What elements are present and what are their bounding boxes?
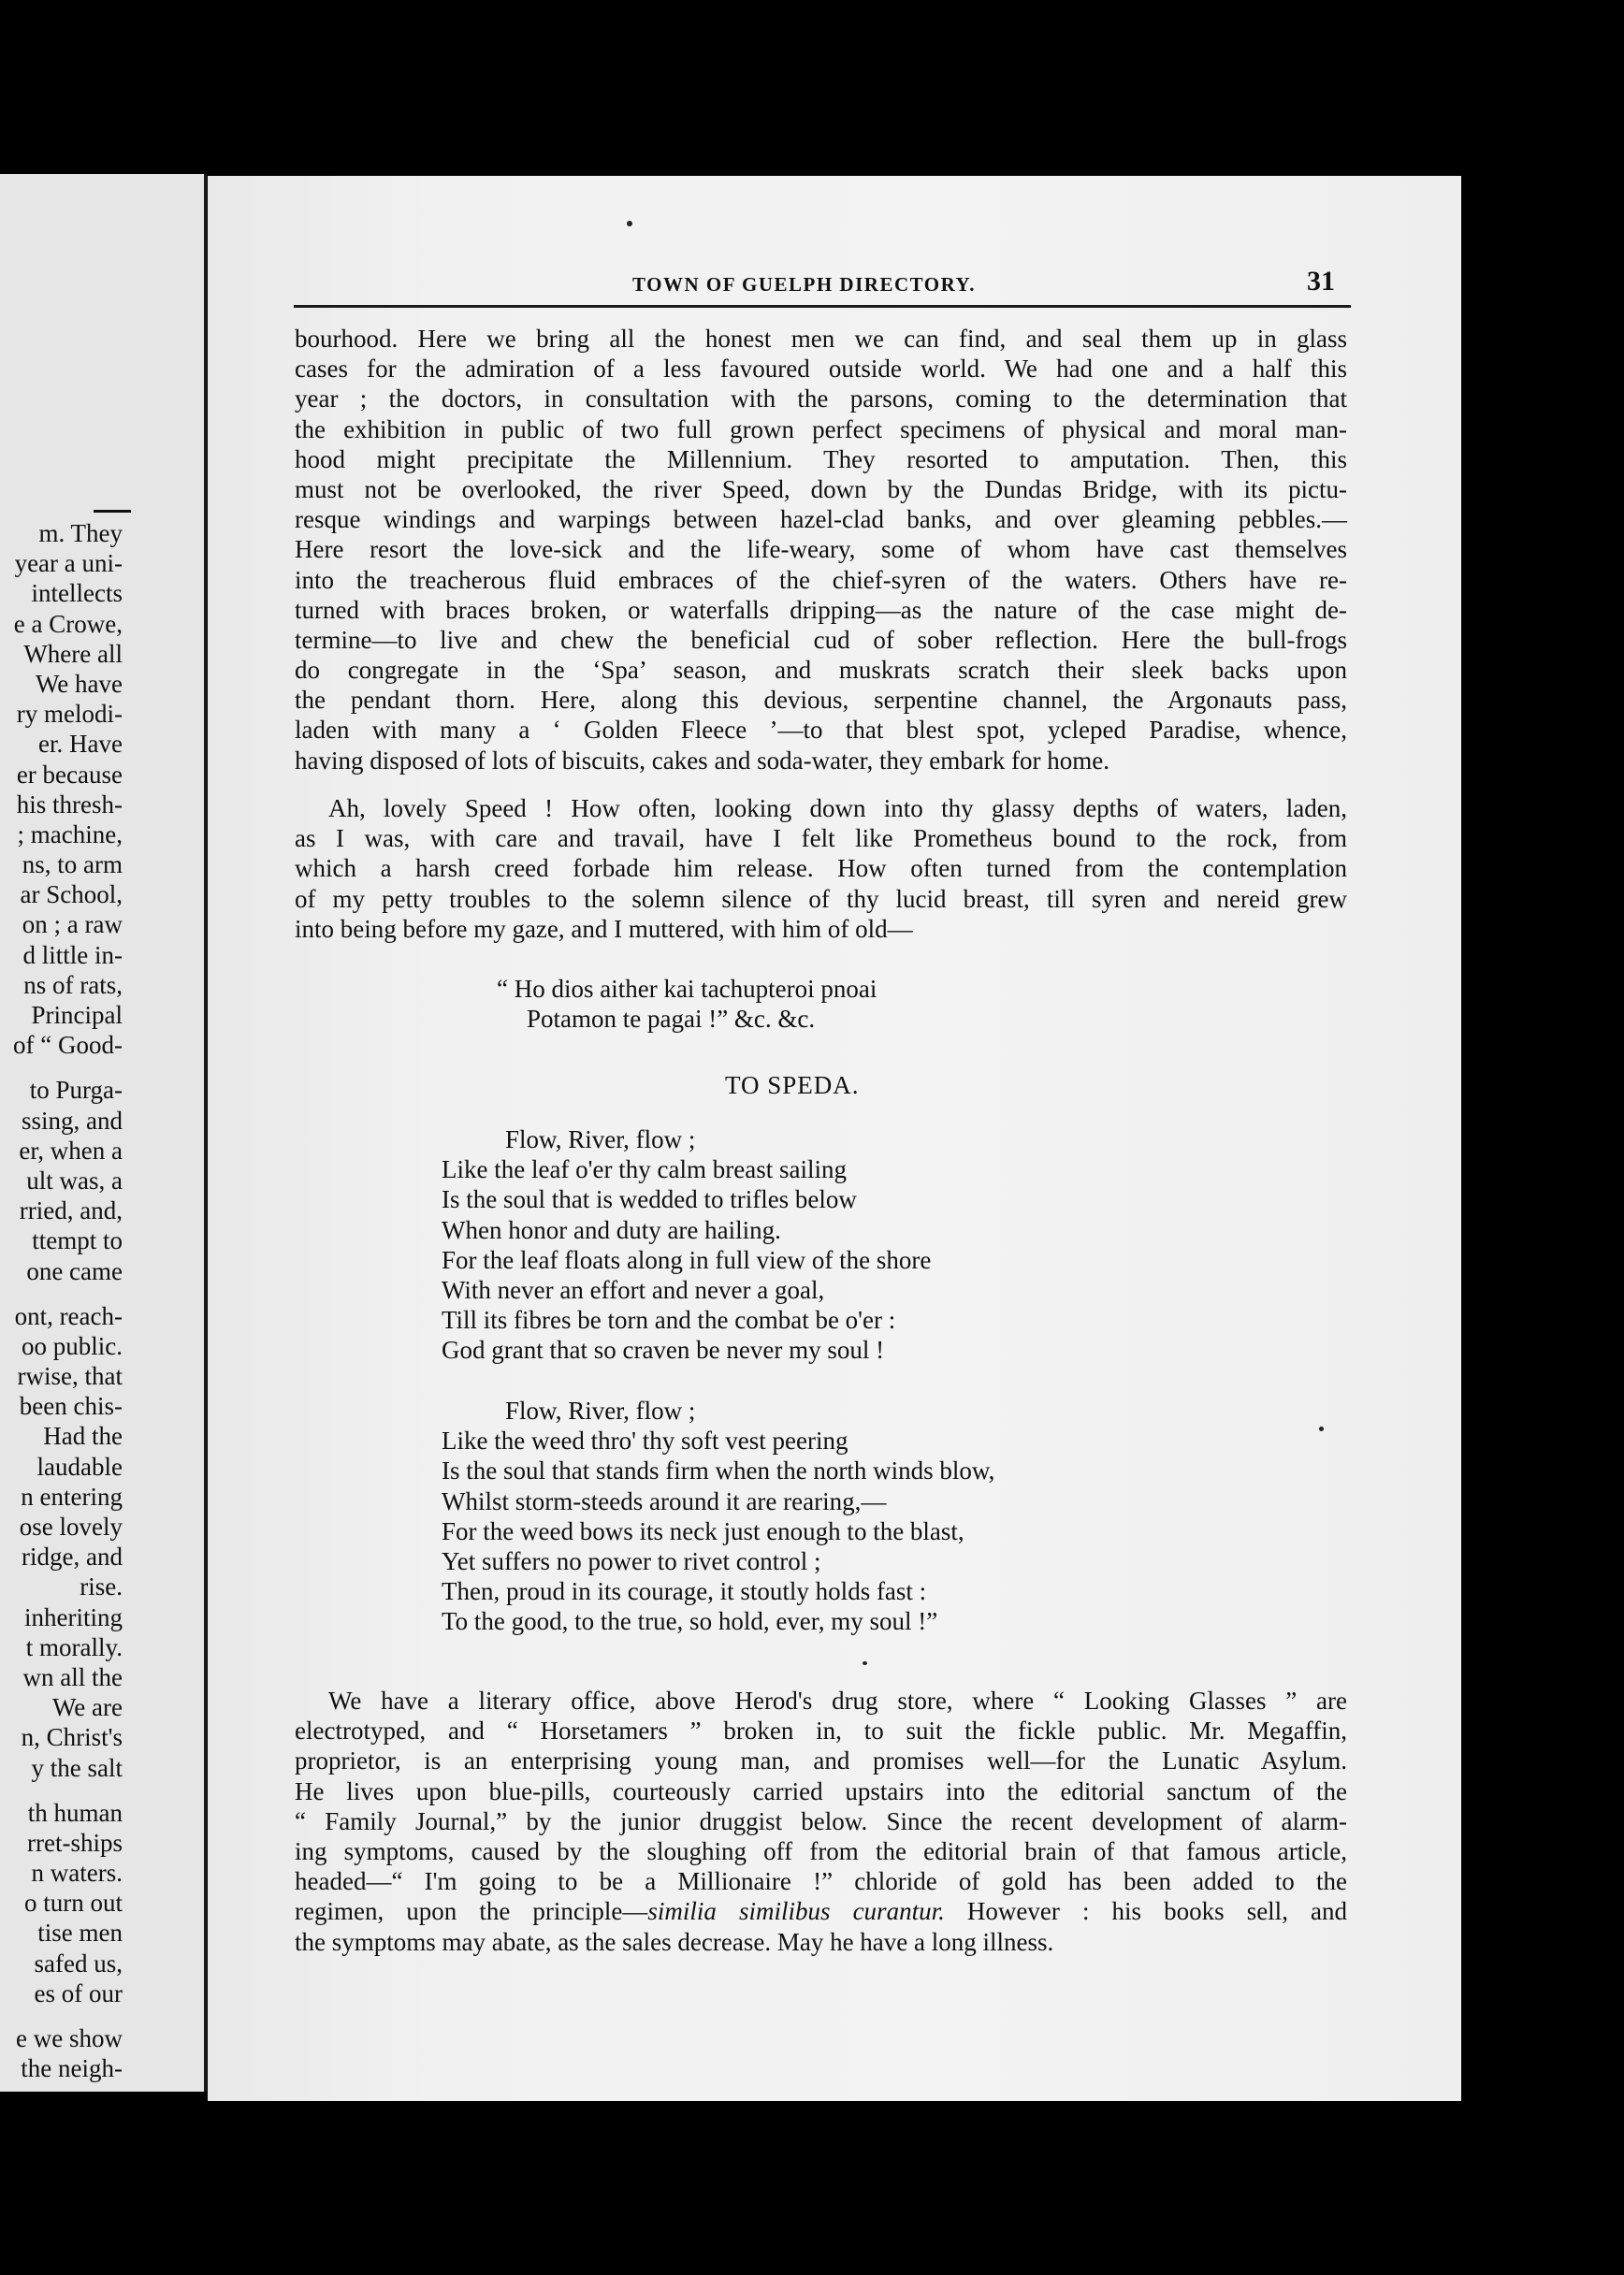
paragraph-lovely-speed <box>295 793 1347 944</box>
paragraph-speed-river <box>295 324 1347 775</box>
poem-line: Like the leaf o'er thy calm breast sailing <box>442 1155 847 1184</box>
previous-page-line: e we show <box>16 2024 123 2052</box>
poem-line: Whilst storm-steeds around it are rearing,— <box>442 1486 887 1515</box>
poem-title: TO SPEDA. <box>725 1071 860 1099</box>
previous-page-line: the neigh- <box>21 2054 123 2083</box>
previous-page-line: inheriting <box>24 1602 123 1631</box>
previous-page-line: ar School, <box>20 880 123 909</box>
previous-page-line: been chis- <box>19 1392 123 1421</box>
poem-line: Yet suffers no power to rivet control ; <box>442 1547 821 1576</box>
previous-page-line: e a Crowe, <box>13 609 123 638</box>
paragraph-line: bourhood. Here we bring all the honest men we can find, and seal them up in glass <box>295 325 1347 353</box>
paragraph-line: termine—to live and chew the beneficial cud of sober reflection. Here the bull-frogs <box>295 625 1347 654</box>
poem-line: Then, proud in its courage, it stoutly holds fast : <box>442 1577 927 1606</box>
previous-page-line: ont, reach- <box>14 1301 123 1330</box>
poem-line: For the weed bows its neck just enough to the blast, <box>442 1516 964 1545</box>
previous-page-line: ry melodi- <box>16 700 123 729</box>
poem-line: Till its fibres be torn and the combat be o'er : <box>442 1306 896 1335</box>
paragraph-line: turned with braces broken, or waterfalls dripping—as the nature of the case might de- <box>295 595 1347 624</box>
previous-page-line: to Purga- <box>29 1076 123 1105</box>
previous-page-line: of “ Good- <box>13 1031 123 1060</box>
paragraph-line: ing symptoms, caused by the sloughing off from the editorial brain of that famous article, <box>295 1836 1347 1865</box>
ink-speck <box>1319 1427 1324 1431</box>
header-rule <box>294 305 1351 308</box>
previous-page-line: er because <box>16 760 123 789</box>
previous-page-line: on ; a raw <box>22 910 123 939</box>
poem-line: God grant that so craven be never my soul ! <box>442 1336 885 1365</box>
greek-quotation <box>497 974 877 1034</box>
previous-page-line: rise. <box>80 1572 123 1601</box>
paragraph-line: into being before my gaze, and I muttered, with him of old— <box>295 914 913 943</box>
poem-line: Is the soul that is wedded to trifles below <box>442 1185 857 1214</box>
previous-page-line: ult was, a <box>26 1166 123 1195</box>
previous-page-line: tise men <box>37 1919 123 1948</box>
quote-line-2: Potamon te pagai !” &c. &c. <box>527 1005 816 1034</box>
poem-line: Flow, River, flow ; <box>505 1397 696 1425</box>
ink-speck <box>627 221 632 226</box>
previous-page-line: one came <box>26 1256 123 1285</box>
previous-page-line: ; machine, <box>17 819 123 848</box>
directory-page <box>208 176 1461 2101</box>
paragraph-line: as I was, with care and travail, have I felt like Prometheus bound to the rock, from <box>295 824 1347 853</box>
paragraph-line: hood might precipitate the Millennium. They resorted to amputation. Then, this <box>295 444 1347 473</box>
previous-page-line: We have <box>35 669 123 698</box>
previous-page-line: y the salt <box>31 1753 123 1782</box>
previous-page-line: his thresh- <box>16 790 123 819</box>
previous-page-line <box>0 1783 123 1798</box>
poem-line: Is the soul that stands firm when the north winds blow, <box>442 1456 995 1485</box>
poem-line: With never an effort and never a goal, <box>442 1276 825 1305</box>
paragraph-line: proprietor, is an enterprising young man, and promises well—for the Lunatic Asylum. <box>295 1746 1347 1775</box>
paragraph-line: Ah, lovely Speed ! How often, looking down into thy glassy depths of waters, laden, <box>328 794 1347 822</box>
previous-page-line: n entering <box>21 1482 123 1511</box>
poem-line: Like the weed thro' thy soft vest peering <box>442 1427 848 1456</box>
paragraph-line: year ; the doctors, in consultation with the parsons, coming to the determination that <box>295 384 1347 413</box>
previous-page-line: er, when a <box>19 1136 123 1165</box>
previous-page-line: th human <box>27 1798 123 1827</box>
paragraph-line: laden with many a ‘ Golden Fleece ’—to that blest spot, ycleped Paradise, whence, <box>295 716 1347 745</box>
previous-page-line: n waters. <box>31 1859 123 1888</box>
previous-page-line: Where all <box>23 639 123 668</box>
previous-page-line: We are <box>51 1693 123 1722</box>
previous-page-line: d little in- <box>22 940 123 969</box>
paragraph-line: of my petty troubles to the solemn silence of thy lucid breast, till syren and nereid grew <box>295 884 1347 913</box>
paragraph-line: We have a literary office, above Herod's drug store, where “ Looking Glasses ” are <box>328 1687 1347 1715</box>
previous-page-line <box>0 2008 123 2023</box>
poem-line: For the leaf floats along in full view of the shore <box>442 1245 932 1274</box>
previous-page-text <box>0 518 123 2083</box>
previous-page-line: m. They <box>38 519 123 547</box>
previous-page-line: ns, to arm <box>22 850 123 879</box>
poem-line: When honor and duty are hailing. <box>442 1215 781 1244</box>
previous-page-line: n, Christ's <box>21 1723 123 1752</box>
previous-page-line: year a uni- <box>14 549 123 578</box>
poem-line: To the good, to the true, so hold, ever, my soul !” <box>442 1607 938 1636</box>
poem-stanza-1 <box>442 1124 931 1366</box>
paragraph-line: the symptoms may abate, as the sales decrease. May he have a long illness. <box>295 1927 1054 1956</box>
previous-page-line: ridge, and <box>22 1543 123 1572</box>
running-head: TOWN OF GUELPH DIRECTORY. <box>632 273 976 296</box>
previous-page-rule <box>94 510 131 513</box>
previous-page-line: safed us, <box>34 1949 123 1978</box>
previous-page-line: laudable <box>36 1452 123 1481</box>
previous-page-line: o turn out <box>24 1889 123 1918</box>
quote-line-1: “ Ho dios aither kai tachupteroi pnoai <box>497 975 877 1003</box>
previous-page-line: ns of rats, <box>23 970 123 999</box>
poem-stanza-2 <box>442 1396 994 1637</box>
paragraph-line: the exhibition in public of two full grown perfect specimens of physical and moral man- <box>295 414 1347 443</box>
previous-page-line <box>0 1286 123 1301</box>
previous-page-line: es of our <box>34 1978 123 2007</box>
previous-page-line: wn all the <box>22 1662 123 1691</box>
previous-page-line: oo public. <box>22 1331 123 1360</box>
previous-page-line: Had the <box>43 1422 123 1451</box>
paragraph-line: resque windings and warpings between hazel-clad banks, and over gleaming pebbles.— <box>295 505 1347 534</box>
paragraph-line: do congregate in the ‘Spa’ season, and muskrats scratch their sleek backs upon <box>295 656 1347 685</box>
previous-page-line: t morally. <box>25 1632 123 1661</box>
paragraph-line: electrotyped, and “ Horsetamers ” broken in, to suit the fickle public. Mr. Megaffin, <box>295 1717 1347 1746</box>
paragraph-line: the pendant thorn. Here, along this devious, serpentine channel, the Argonauts pass, <box>295 686 1347 715</box>
previous-page-fragment <box>0 174 207 2092</box>
previous-page-line: rried, and, <box>19 1196 123 1225</box>
paragraph-line: He lives upon blue-pills, courteously carried upstairs into the editorial sanctum of the <box>295 1776 1347 1805</box>
previous-page-line: rwise, that <box>17 1362 123 1391</box>
paragraph-line: which a harsh creed forbade him release. How often turned from the contemplation <box>295 854 1347 883</box>
previous-page-line: ose lovely <box>19 1513 123 1541</box>
paragraph-line: regimen, upon the principle—similia similibus curantur. However : his books sell, and <box>295 1897 1347 1926</box>
paragraph-line: “ Family Journal,” by the junior druggist below. Since the recent development of alarm- <box>295 1806 1347 1835</box>
previous-page-line <box>0 1060 123 1075</box>
previous-page-line: rret-ships <box>27 1828 123 1857</box>
paragraph-line: cases for the admiration of a less favoured outside world. We had one and a half this <box>295 355 1347 384</box>
paragraph-line: headed—“ I'm going to be a Millionaire !” chloride of gold has been added to the <box>295 1867 1347 1896</box>
previous-page-line: ttempt to <box>32 1226 123 1255</box>
previous-page-line: ssing, and <box>22 1106 123 1135</box>
ink-speck <box>863 1661 867 1665</box>
paragraph-literary-office <box>295 1686 1347 1957</box>
poem-line: Flow, River, flow ; <box>505 1125 696 1153</box>
paragraph-line: must not be overlooked, the river Speed, down by the Dundas Bridge, with its pictu- <box>295 474 1347 503</box>
previous-page-line: Principal <box>31 1001 123 1029</box>
page-number: 31 <box>1307 266 1335 297</box>
previous-page-line: intellects <box>31 579 123 608</box>
paragraph-line: into the treacherous fluid embraces of the chief-syren of the waters. Others have re- <box>295 565 1347 594</box>
paragraph-line: having disposed of lots of biscuits, cakes and soda-water, they embark for home. <box>295 746 1109 775</box>
latin-phrase: similia similibus curantur. <box>647 1897 945 1926</box>
paragraph-line: Here resort the love-sick and the life-weary, some of whom have cast themselves <box>295 535 1347 564</box>
previous-page-line: er. Have <box>38 730 123 759</box>
